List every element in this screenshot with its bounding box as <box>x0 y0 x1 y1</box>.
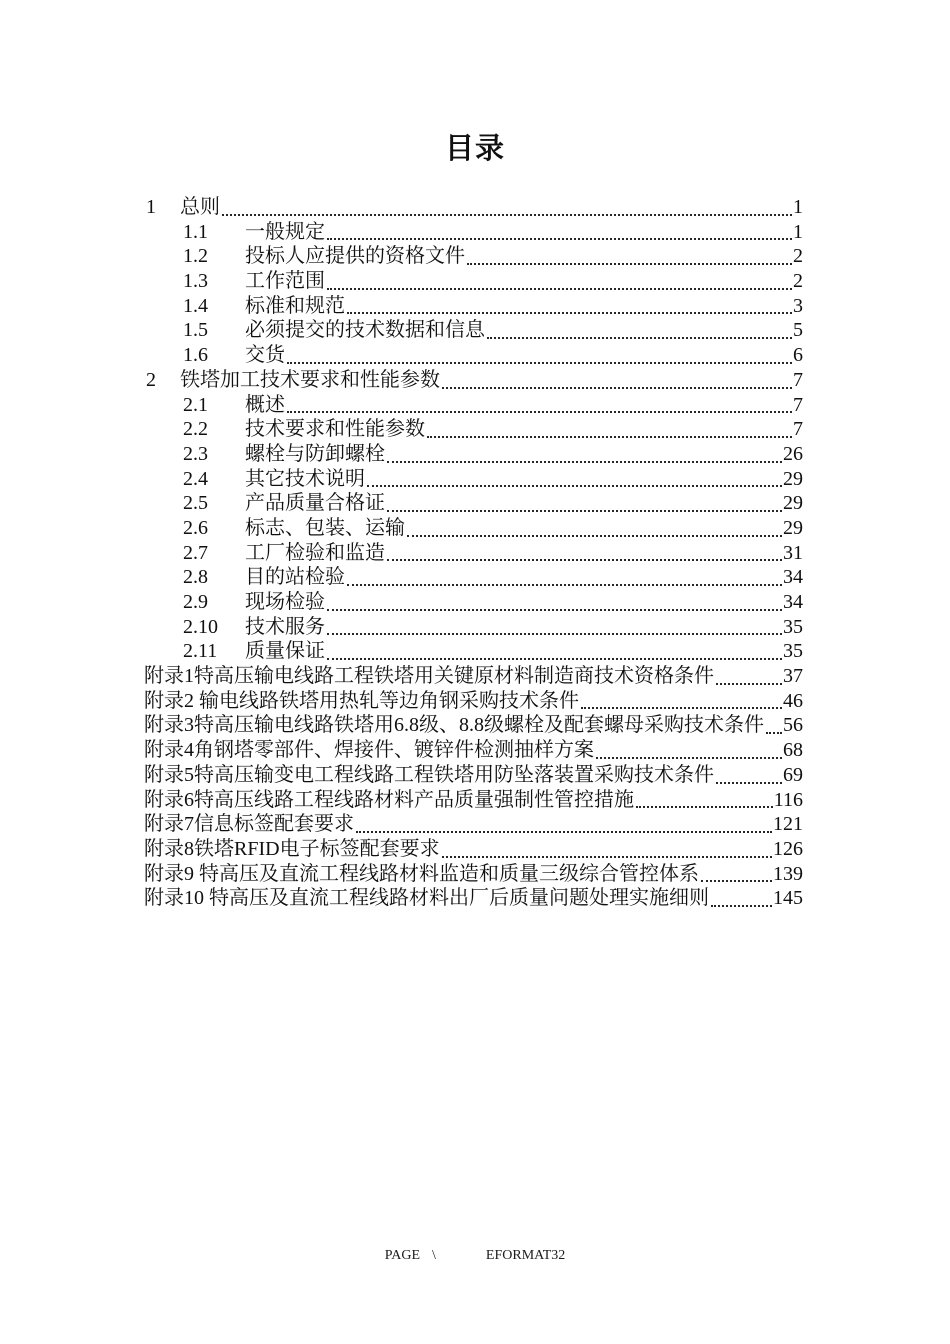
toc-entry-title: 其它技术说明 <box>245 467 365 490</box>
table-of-contents <box>146 195 803 911</box>
toc-entry[interactable] <box>146 442 803 467</box>
toc-entry-title: 现场检验 <box>245 591 325 613</box>
toc-entry-title: 目的站检验 <box>245 566 345 589</box>
toc-entry-number: 2.6 <box>183 516 208 539</box>
toc-entry[interactable] <box>144 886 803 911</box>
toc-entry-page: 139 <box>773 862 803 885</box>
toc-dotted-leader <box>440 837 773 862</box>
toc-entry-number: 2.2 <box>183 418 208 441</box>
toc-dotted-leader <box>325 220 793 245</box>
toc-dotted-leader <box>285 393 793 418</box>
toc-entry[interactable] <box>144 788 803 813</box>
toc-entry-number: 1 <box>146 196 156 218</box>
toc-dotted-leader <box>385 541 783 566</box>
toc-entry-page: 2 <box>793 270 803 293</box>
toc-entry-title: 附录4角钢塔零部件、焊接件、镀锌件检测抽样方案 <box>144 739 594 762</box>
toc-entry[interactable] <box>146 491 803 516</box>
toc-entry[interactable] <box>146 294 803 319</box>
toc-entry-page: 29 <box>783 516 803 539</box>
toc-entry[interactable] <box>144 664 803 689</box>
toc-dotted-leader <box>764 713 783 738</box>
toc-dotted-leader <box>579 689 783 714</box>
toc-entry[interactable] <box>146 393 803 418</box>
toc-entry-number: 2.8 <box>183 566 208 589</box>
toc-entry-number: 2.7 <box>183 541 208 564</box>
toc-entry-page: 37 <box>783 665 803 688</box>
toc-dotted-leader <box>485 318 793 343</box>
toc-entry-number: 2.5 <box>183 492 208 515</box>
toc-entry-title: 附录8铁塔RFID电子标签配套要求 <box>144 837 440 860</box>
toc-entry-page: 2 <box>793 245 803 268</box>
footer-field-backslash: \ <box>432 1248 436 1263</box>
toc-entry-number: 1.5 <box>183 319 208 342</box>
toc-entry-page: 34 <box>783 591 803 613</box>
toc-entry[interactable] <box>144 713 803 738</box>
toc-entry-page: 7 <box>793 393 803 416</box>
toc-entry-title: 工厂检验和监造 <box>245 541 385 564</box>
toc-entry-title: 投标人应提供的资格文件 <box>245 245 465 268</box>
toc-entry-title: 附录5特高压输变电工程线路工程铁塔用防坠落装置采购技术条件 <box>144 763 714 786</box>
toc-entry-page: 26 <box>783 442 803 465</box>
page-footer <box>0 1247 950 1264</box>
toc-entry-number: 2.4 <box>183 467 208 490</box>
toc-entry[interactable] <box>144 763 803 788</box>
toc-dotted-leader <box>325 615 783 640</box>
toc-entry-number: 1.3 <box>183 270 208 293</box>
toc-entry[interactable] <box>146 368 803 393</box>
toc-entry-title: 螺栓与防卸螺栓 <box>245 442 385 465</box>
toc-entry[interactable] <box>146 195 803 220</box>
toc-dotted-leader <box>325 590 783 615</box>
toc-dotted-leader <box>425 417 793 442</box>
toc-entry-number: 2.3 <box>183 442 208 465</box>
toc-entry-title: 附录9 特高压及直流工程线路材料监造和质量三级综合管控体系 <box>144 862 699 885</box>
toc-dotted-leader <box>325 639 783 664</box>
toc-entry[interactable] <box>146 541 803 566</box>
toc-entry-number: 1.4 <box>183 294 208 317</box>
toc-entry-number: 2 <box>146 368 156 391</box>
toc-entry-page: 46 <box>783 689 803 712</box>
toc-dotted-leader <box>714 763 783 788</box>
toc-entry-page: 35 <box>783 640 803 663</box>
toc-dotted-leader <box>354 812 773 837</box>
toc-entry[interactable] <box>146 590 803 615</box>
toc-entry[interactable] <box>146 639 803 664</box>
toc-dotted-leader <box>699 862 773 887</box>
toc-entry-page: 6 <box>793 344 803 367</box>
toc-entry-page: 145 <box>773 887 803 910</box>
toc-entry-number: 2.9 <box>183 591 208 613</box>
toc-entry-number: 2.10 <box>183 615 218 638</box>
toc-dotted-leader <box>285 343 793 368</box>
toc-dotted-leader <box>385 442 783 467</box>
toc-entry-page: 7 <box>793 368 803 391</box>
toc-entry[interactable] <box>146 467 803 492</box>
toc-entry-title: 附录2 输电线路铁塔用热轧等边角钢采购技术条件 <box>144 689 579 712</box>
toc-dotted-leader <box>220 195 793 220</box>
toc-entry[interactable] <box>146 615 803 640</box>
toc-dotted-leader <box>714 664 783 689</box>
toc-entry[interactable] <box>146 318 803 343</box>
toc-entry-page: 29 <box>783 467 803 490</box>
toc-dotted-leader <box>325 269 793 294</box>
toc-entry-title: 技术要求和性能参数 <box>245 418 425 441</box>
toc-dotted-leader <box>634 788 774 813</box>
toc-entry-title: 附录7信息标签配套要求 <box>144 813 354 836</box>
toc-entry[interactable] <box>146 417 803 442</box>
toc-dotted-leader <box>440 368 793 393</box>
toc-entry[interactable] <box>146 565 803 590</box>
toc-entry-number: 1.2 <box>183 245 208 268</box>
toc-entry-title: 交货 <box>245 344 285 367</box>
toc-entry-title: 技术服务 <box>245 615 325 638</box>
toc-entry-title: 一般规定 <box>245 220 325 243</box>
toc-entry-title: 附录6特高压线路工程线路材料产品质量强制性管控措施 <box>144 788 634 811</box>
toc-entry-title: 附录10 特高压及直流工程线路材料出厂后质量问题处理实施细则 <box>144 887 709 910</box>
toc-dotted-leader <box>465 244 793 269</box>
toc-entry-page: 69 <box>783 763 803 786</box>
toc-entry-number: 1.6 <box>183 344 208 367</box>
toc-dotted-leader <box>594 738 783 763</box>
toc-dotted-leader <box>345 294 793 319</box>
toc-entry-title: 必须提交的技术数据和信息 <box>245 319 485 342</box>
toc-entry[interactable] <box>146 516 803 541</box>
toc-entry-page: 31 <box>783 541 803 564</box>
toc-entry-page: 7 <box>793 418 803 441</box>
toc-dotted-leader <box>709 886 773 911</box>
toc-entry-title: 附录3特高压输电线路铁塔用6.8级、8.8级螺栓及配套螺母采购技术条件 <box>144 714 764 737</box>
toc-entry-title: 概述 <box>245 393 285 416</box>
toc-entry-number: 2.11 <box>183 640 218 663</box>
toc-entry[interactable] <box>144 738 803 763</box>
toc-entry-page: 68 <box>783 739 803 762</box>
toc-entry[interactable] <box>146 220 803 245</box>
toc-entry-title: 附录1特高压输电线路工程铁塔用关键原材料制造商技术资格条件 <box>144 665 714 688</box>
toc-entry-title: 工作范围 <box>245 270 325 293</box>
toc-entry[interactable] <box>146 244 803 269</box>
toc-entry-page: 126 <box>773 837 803 860</box>
toc-dotted-leader <box>385 491 783 516</box>
toc-entry-page: 1 <box>793 196 803 218</box>
footer-field-page: PAGE <box>384 1248 421 1263</box>
toc-entry-page: 29 <box>783 492 803 515</box>
toc-entry[interactable] <box>146 269 803 294</box>
toc-dotted-leader <box>405 516 783 541</box>
toc-entry-title: 总则 <box>180 196 220 218</box>
toc-entry[interactable] <box>144 837 803 862</box>
toc-entry-title: 产品质量合格证 <box>245 492 385 515</box>
toc-entry[interactable] <box>144 689 803 714</box>
toc-entry-title: 标志、包装、运输 <box>245 516 405 539</box>
page-title: 目录 <box>444 131 505 165</box>
footer-field-mergeformat: EFORMAT32 <box>485 1248 566 1263</box>
toc-entry[interactable] <box>144 812 803 837</box>
toc-entry-number: 1.1 <box>183 220 208 243</box>
toc-dotted-leader <box>345 565 783 590</box>
toc-entry-page: 116 <box>773 788 803 811</box>
toc-entry-page: 34 <box>783 566 803 589</box>
toc-entry-page: 56 <box>783 714 803 737</box>
toc-entry-page: 5 <box>793 319 803 342</box>
toc-dotted-leader <box>365 467 783 492</box>
toc-entry-title: 标准和规范 <box>245 294 345 317</box>
toc-entry-page: 35 <box>783 615 803 638</box>
toc-entry-title: 铁塔加工技术要求和性能参数 <box>180 368 440 391</box>
toc-entry-page: 3 <box>793 294 803 317</box>
toc-entry-page: 121 <box>773 813 803 836</box>
toc-entry[interactable] <box>144 862 803 887</box>
toc-entry[interactable] <box>146 343 803 368</box>
toc-entry-page: 1 <box>793 220 803 243</box>
toc-entry-number: 2.1 <box>183 393 208 416</box>
toc-entry-title: 质量保证 <box>245 640 325 663</box>
